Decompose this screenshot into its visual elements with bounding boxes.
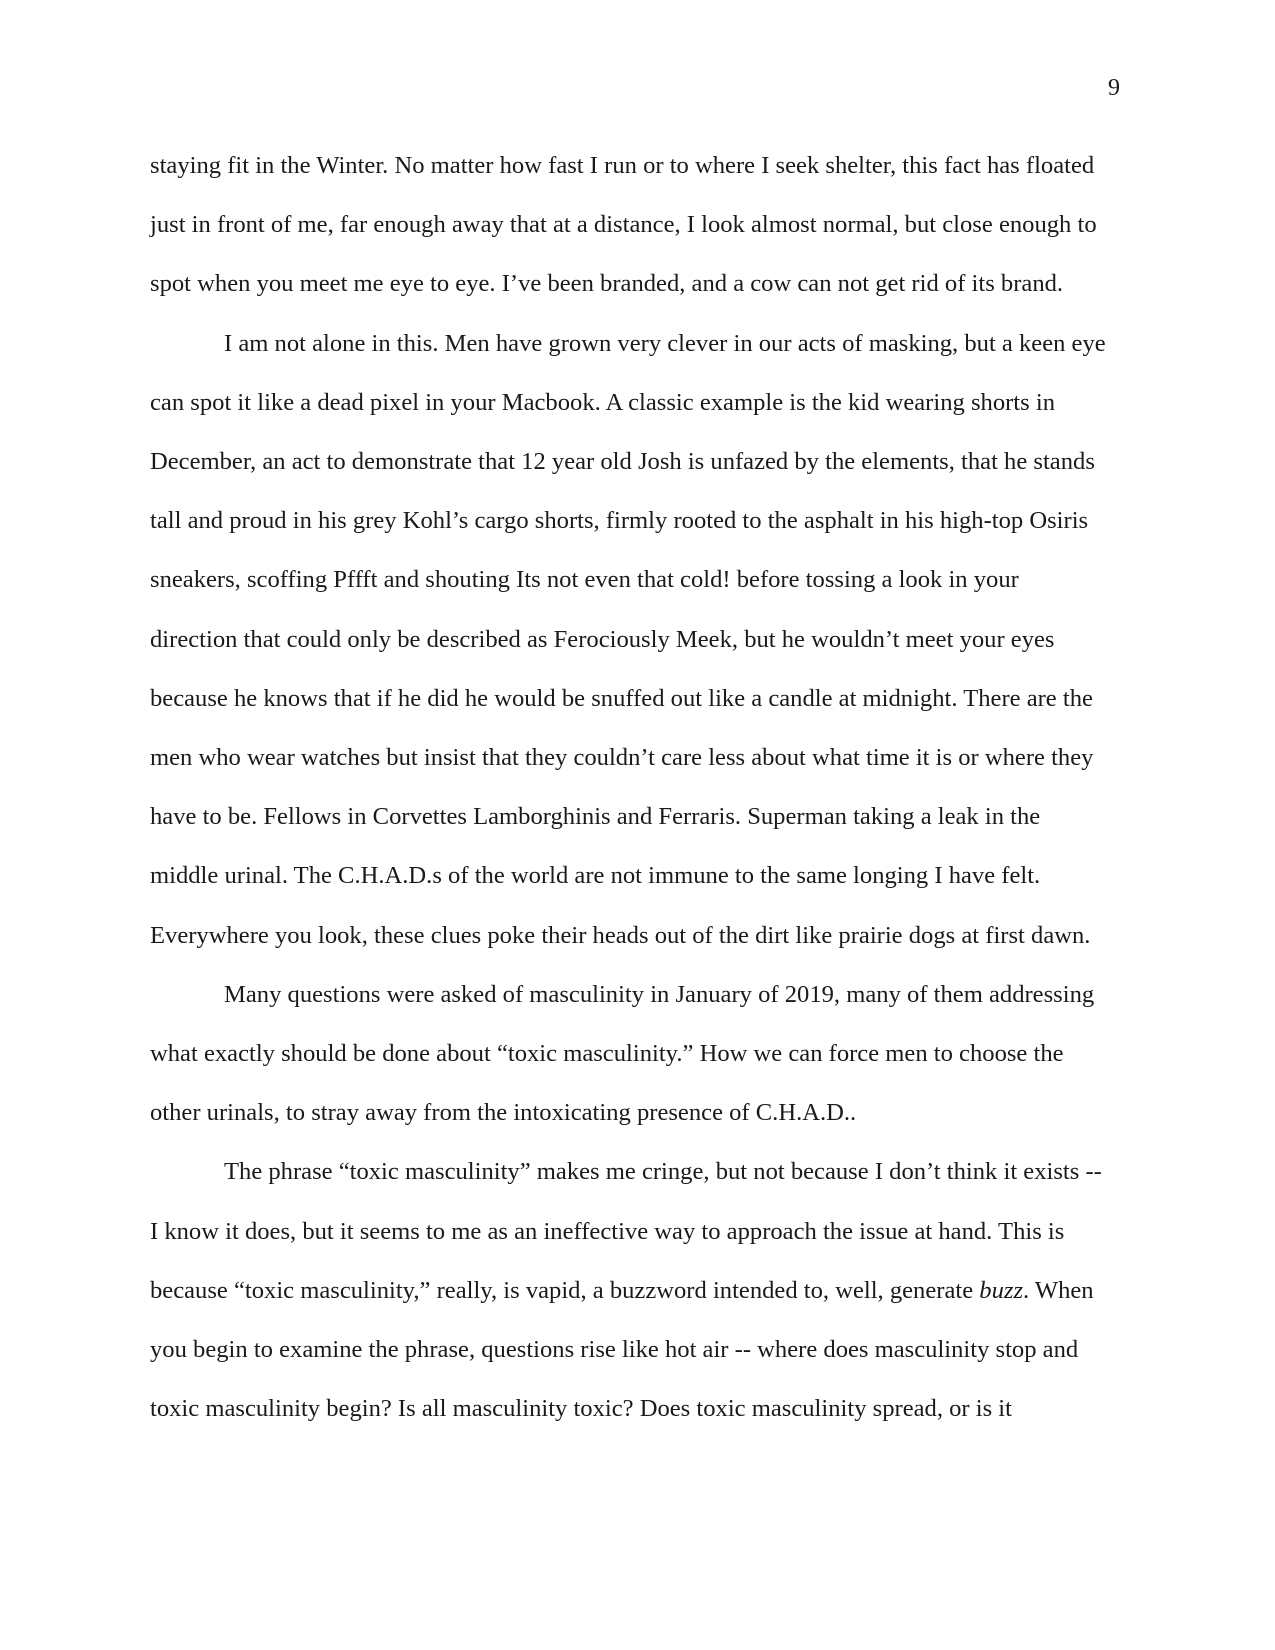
text-line: can spot it like a dead pixel in your Macbook. A classic example is the kid wearing shorts in [150,388,1055,416]
text-line: other urinals, to stray away from the intoxicating presence of C.H.A.D.. [150,1099,857,1127]
text-line: tall and proud in his grey Kohl’s cargo shorts, firmly rooted to the asphalt in his high-top Osiris [150,507,1089,535]
text-line: sneakers, scoffing Pffft and shouting Its not even that cold! before tossing a look in your [150,566,1019,594]
text-line: I am not alone in this. Men have grown very clever in our acts of masking, but a keen eye [224,329,1106,357]
text-line: toxic masculinity begin? Is all masculinity toxic? Does toxic masculinity spread, or is it [150,1395,1012,1423]
text-line: because he knows that if he did he would be snuffed out like a candle at midnight. There are the [150,684,1093,712]
text-line: Everywhere you look, these clues poke their heads out of the dirt like prairie dogs at first dawn. [150,921,1091,949]
text-line: Many questions were asked of masculinity in January of 2019, many of them addressing [224,980,1095,1008]
text-line: The phrase “toxic masculinity” makes me cringe, but not because I don’t think it exists -- [224,1158,1102,1186]
emphasized-word: buzz [979,1276,1024,1304]
paragraph-start-line [150,314,1130,373]
text-line: just in front of me, far enough away that at a distance, I look almost normal, but close enough to [150,211,1097,239]
paragraph-start-line [150,965,1130,1024]
text-line: December, an act to demonstrate that 12 year old Josh is unfazed by the elements, that he stands [150,448,1095,476]
text-line: staying fit in the Winter. No matter how fast I run or to where I seek shelter, this fact has floated [150,152,1095,179]
text-line-with-emphasis [150,1261,1130,1320]
text-line: I know it does, but it seems to me as an ineffective way to approach the issue at hand. This is [150,1217,1065,1245]
text-line: direction that could only be described as Ferociously Meek, but he wouldn’t meet your eyes [150,625,1055,653]
text-segment: . When [1023,1276,1094,1304]
text-line: you begin to examine the phrase, questions rise like hot air -- where does masculinity stop and [150,1336,1079,1364]
page-number: 9 [1108,75,1120,101]
text-line: men who wear watches but insist that they couldn’t care less about what time it is or where they [150,744,1094,772]
text-line: have to be. Fellows in Corvettes Lamborghinis and Ferraris. Superman taking a leak in the [150,803,1041,831]
text-segment: because “toxic masculinity,” really, is vapid, a buzzword intended to, well, generate [150,1276,980,1304]
text-line: what exactly should be done about “toxic masculinity.” How we can force men to choose the [150,1040,1064,1068]
paragraph-start-line [150,1142,1130,1201]
text-line: spot when you meet me eye to eye. I’ve been branded, and a cow can not get rid of its brand. [150,270,1064,298]
body-text [150,136,1130,1438]
text-line: middle urinal. The C.H.A.D.s of the world are not immune to the same longing I have felt. [150,862,1041,890]
